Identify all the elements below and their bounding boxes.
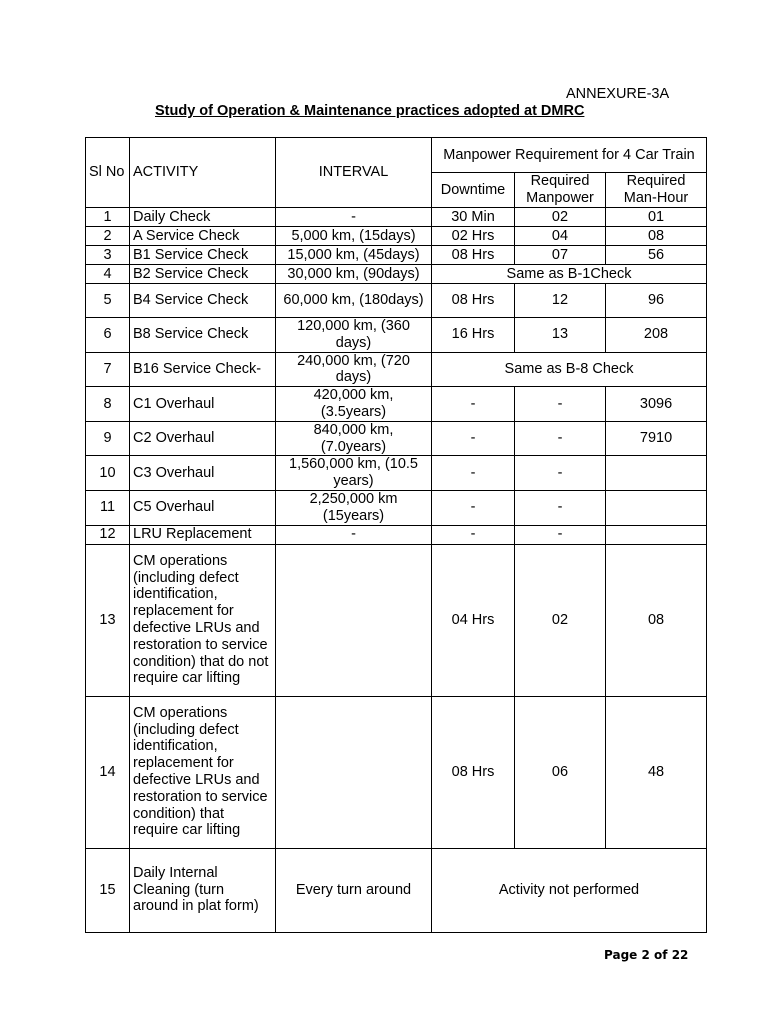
document-title: Study of Operation & Maintenance practices adopted at DMRC — [155, 103, 585, 119]
sl-no-cell: 3 — [86, 246, 130, 265]
sl-no-cell: 2 — [86, 227, 130, 246]
sl-no-cell: 8 — [86, 387, 130, 422]
header-required-manhour: Required Man-Hour — [606, 173, 707, 208]
downtime-cell: - — [432, 456, 515, 491]
sl-no-cell: 15 — [86, 848, 130, 932]
page-total: 22 — [671, 948, 689, 962]
header-manpower-group: Manpower Requirement for 4 Car Train — [432, 138, 707, 173]
activity-cell: C1 Overhaul — [130, 387, 276, 422]
manpower-cell: - — [515, 525, 606, 544]
manhour-cell: 208 — [606, 318, 707, 353]
manhour-cell: 01 — [606, 208, 707, 227]
maintenance-table — [85, 137, 707, 933]
sl-no-cell: 4 — [86, 265, 130, 284]
manpower-cell: 04 — [515, 227, 606, 246]
activity-cell: C3 Overhaul — [130, 456, 276, 491]
header-sl-no: Sl No — [86, 138, 130, 208]
activity-cell: B8 Service Check — [130, 318, 276, 353]
manhour-cell: 08 — [606, 227, 707, 246]
activity-cell: C2 Overhaul — [130, 421, 276, 456]
manpower-cell: - — [515, 421, 606, 456]
table-row — [86, 490, 707, 525]
downtime-cell: 08 Hrs — [432, 246, 515, 265]
manhour-cell: 96 — [606, 284, 707, 318]
header-row — [86, 138, 707, 173]
activity-cell: Daily Internal Cleaning (turn around in plat form) — [130, 848, 276, 932]
interval-cell: Every turn around — [276, 848, 432, 932]
sl-no-cell: 12 — [86, 525, 130, 544]
table-body — [86, 208, 707, 933]
interval-cell: 30,000 km, (90days) — [276, 265, 432, 284]
manhour-cell: 3096 — [606, 387, 707, 422]
manpower-cell: 06 — [515, 696, 606, 848]
activity-cell: CM operations (including defect identification, replacement for defective LRUs and restoration to service condition) that require car lifting — [130, 696, 276, 848]
downtime-cell: 04 Hrs — [432, 544, 515, 696]
table-row — [86, 696, 707, 848]
manpower-cell: 02 — [515, 544, 606, 696]
sl-no-cell: 9 — [86, 421, 130, 456]
table-row — [86, 318, 707, 353]
downtime-cell: - — [432, 421, 515, 456]
interval-cell: 60,000 km, (180days) — [276, 284, 432, 318]
sl-no-cell: 14 — [86, 696, 130, 848]
table-row — [86, 227, 707, 246]
manhour-cell: 56 — [606, 246, 707, 265]
table-row — [86, 544, 707, 696]
downtime-cell: 16 Hrs — [432, 318, 515, 353]
annexure-label: ANNEXURE-3A — [566, 86, 670, 102]
sl-no-cell: 1 — [86, 208, 130, 227]
manhour-cell — [606, 525, 707, 544]
manpower-cell: 07 — [515, 246, 606, 265]
downtime-cell: 02 Hrs — [432, 227, 515, 246]
manpower-cell: - — [515, 490, 606, 525]
sl-no-cell: 6 — [86, 318, 130, 353]
page-label: Page — [604, 948, 638, 962]
table-row — [86, 352, 707, 387]
manpower-cell: - — [515, 387, 606, 422]
table-row — [86, 456, 707, 491]
interval-cell: 2,250,000 km (15years) — [276, 490, 432, 525]
activity-cell: CM operations (including defect identification, replacement for defective LRUs and restoration to service condition) that do not require car lifting — [130, 544, 276, 696]
interval-cell: 840,000 km, (7.0years) — [276, 421, 432, 456]
interval-cell: 240,000 km, (720 days) — [276, 352, 432, 387]
merged-manpower-cell: Activity not performed — [432, 848, 707, 932]
manhour-cell: 08 — [606, 544, 707, 696]
interval-cell: - — [276, 525, 432, 544]
merged-manpower-cell: Same as B-8 Check — [432, 352, 707, 387]
interval-cell — [276, 544, 432, 696]
interval-cell: 120,000 km, (360 days) — [276, 318, 432, 353]
header-downtime: Downtime — [432, 173, 515, 208]
activity-cell: B1 Service Check — [130, 246, 276, 265]
table-row — [86, 525, 707, 544]
sl-no-cell: 10 — [86, 456, 130, 491]
downtime-cell: 30 Min — [432, 208, 515, 227]
manpower-cell: 12 — [515, 284, 606, 318]
table-row — [86, 246, 707, 265]
table-row — [86, 848, 707, 932]
downtime-cell: 08 Hrs — [432, 696, 515, 848]
table-row — [86, 208, 707, 227]
interval-cell: 1,560,000 km, (10.5 years) — [276, 456, 432, 491]
merged-manpower-cell: Same as B-1Check — [432, 265, 707, 284]
activity-cell: B4 Service Check — [130, 284, 276, 318]
header-required-manpower: Required Manpower — [515, 173, 606, 208]
manhour-cell — [606, 456, 707, 491]
downtime-cell: - — [432, 387, 515, 422]
sl-no-cell: 7 — [86, 352, 130, 387]
table-row — [86, 265, 707, 284]
table-row — [86, 387, 707, 422]
table-row — [86, 421, 707, 456]
downtime-cell: - — [432, 490, 515, 525]
interval-cell: 420,000 km, (3.5years) — [276, 387, 432, 422]
header-activity: ACTIVITY — [130, 138, 276, 208]
manhour-cell — [606, 490, 707, 525]
page-current: 2 — [641, 948, 650, 962]
manhour-cell: 7910 — [606, 421, 707, 456]
manpower-cell: - — [515, 456, 606, 491]
header-interval: INTERVAL — [276, 138, 432, 208]
interval-cell: 15,000 km, (45days) — [276, 246, 432, 265]
activity-cell: A Service Check — [130, 227, 276, 246]
table-row — [86, 284, 707, 318]
activity-cell: B16 Service Check- — [130, 352, 276, 387]
activity-cell: C5 Overhaul — [130, 490, 276, 525]
downtime-cell: - — [432, 525, 515, 544]
manpower-cell: 13 — [515, 318, 606, 353]
activity-cell: Daily Check — [130, 208, 276, 227]
page-of-label: of — [654, 948, 668, 962]
activity-cell: B2 Service Check — [130, 265, 276, 284]
interval-cell: 5,000 km, (15days) — [276, 227, 432, 246]
sl-no-cell: 11 — [86, 490, 130, 525]
activity-cell: LRU Replacement — [130, 525, 276, 544]
interval-cell: - — [276, 208, 432, 227]
downtime-cell: 08 Hrs — [432, 284, 515, 318]
sl-no-cell: 5 — [86, 284, 130, 318]
page-number — [604, 948, 688, 962]
manhour-cell: 48 — [606, 696, 707, 848]
manpower-cell: 02 — [515, 208, 606, 227]
sl-no-cell: 13 — [86, 544, 130, 696]
interval-cell — [276, 696, 432, 848]
